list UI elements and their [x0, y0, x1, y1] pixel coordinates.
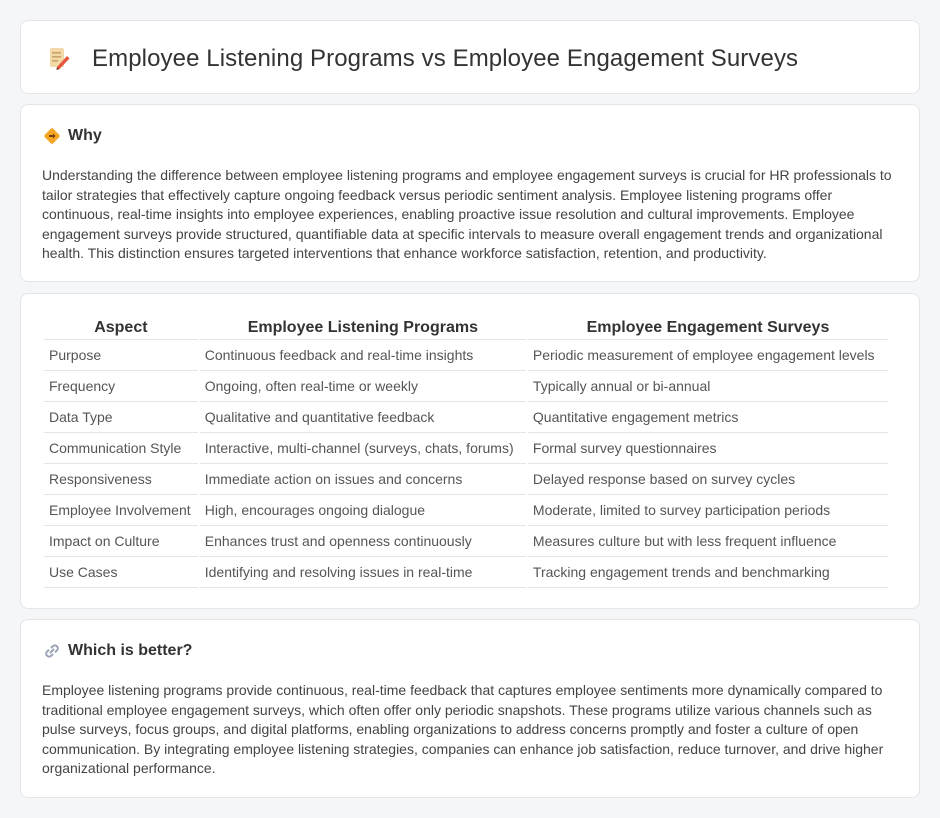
header-engagement-surveys: Employee Engagement Surveys [528, 316, 888, 340]
why-heading: Why [68, 127, 102, 144]
table-row [44, 557, 888, 588]
survey-cell: Moderate, limited to survey participation periods [528, 495, 888, 526]
title-card [20, 20, 920, 94]
table-row [44, 402, 888, 433]
aspect-cell: Purpose [44, 340, 198, 371]
header-listening-programs: Employee Listening Programs [200, 316, 526, 340]
better-text: Employee listening programs provide continuous, real-time feedback that captures employee sentiments more dynamically compared to traditional employee engagement surveys, which often offer only periodic snapshots. These programs utilize various channels such as pulse surveys, focus groups, and digital platforms, enabling organizations to address concerns promptly and foster a culture of open communication. By integrating employee listening strategies, companies can enhance job satisfaction, reduce turnover, and drive higher organizational performance. [42, 682, 884, 777]
survey-cell: Quantitative engagement metrics [528, 402, 888, 433]
aspect-cell: Impact on Culture [44, 526, 198, 557]
survey-cell: Formal survey questionnaires [528, 433, 888, 464]
listening-cell: Immediate action on issues and concerns [200, 464, 526, 495]
aspect-cell: Communication Style [44, 433, 198, 464]
aspect-cell: Use Cases [44, 557, 198, 588]
comparison-table [42, 316, 890, 588]
diamond-direction-icon [43, 127, 61, 145]
aspect-cell: Responsiveness [44, 464, 198, 495]
aspect-cell: Data Type [44, 402, 198, 433]
listening-cell: Enhances trust and openness continuously [200, 526, 526, 557]
survey-cell: Periodic measurement of employee engagement levels [528, 340, 888, 371]
table-row [44, 495, 888, 526]
aspect-cell: Frequency [44, 371, 198, 402]
aspect-cell: Employee Involvement [44, 495, 198, 526]
why-heading-row [43, 127, 102, 145]
table-row [44, 371, 888, 402]
comparison-section [20, 293, 920, 609]
listening-cell: Interactive, multi-channel (surveys, chats, forums) [200, 433, 526, 464]
document-pencil-icon [48, 47, 70, 71]
why-text: Understanding the difference between employee listening programs and employee engagement surveys is crucial for HR professionals to tailor strategies that effectively capture ongoing feedback versus periodic sentiment analysis. Employee listening programs offer continuous, real-time insights into employee experiences, enabling proactive issue resolution and cultural improvements. Employee engagement surveys provide structured, quantifiable data at specific intervals to measure overall engagement trends and organizational health. This distinction ensures targeted interventions that enhance workforce satisfaction, retention, and productivity. [42, 167, 892, 262]
listening-cell: Identifying and resolving issues in real-time [200, 557, 526, 588]
link-icon [43, 642, 61, 660]
better-heading-row [43, 642, 192, 660]
survey-cell: Measures culture but with less frequent influence [528, 526, 888, 557]
which-is-better-section [20, 619, 920, 798]
table-row [44, 526, 888, 557]
table-row [44, 464, 888, 495]
table-header-row [44, 316, 888, 340]
why-section [20, 104, 920, 282]
survey-cell: Delayed response based on survey cycles [528, 464, 888, 495]
listening-cell: Continuous feedback and real-time insights [200, 340, 526, 371]
listening-cell: High, encourages ongoing dialogue [200, 495, 526, 526]
survey-cell: Typically annual or bi-annual [528, 371, 888, 402]
table-row [44, 433, 888, 464]
header-aspect: Aspect [44, 316, 198, 340]
listening-cell: Ongoing, often real-time or weekly [200, 371, 526, 402]
page-title: Employee Listening Programs vs Employee Engagement Surveys [92, 45, 799, 72]
survey-cell: Tracking engagement trends and benchmarking [528, 557, 888, 588]
table-row [44, 340, 888, 371]
better-heading: Which is better? [68, 642, 193, 659]
listening-cell: Qualitative and quantitative feedback [200, 402, 526, 433]
